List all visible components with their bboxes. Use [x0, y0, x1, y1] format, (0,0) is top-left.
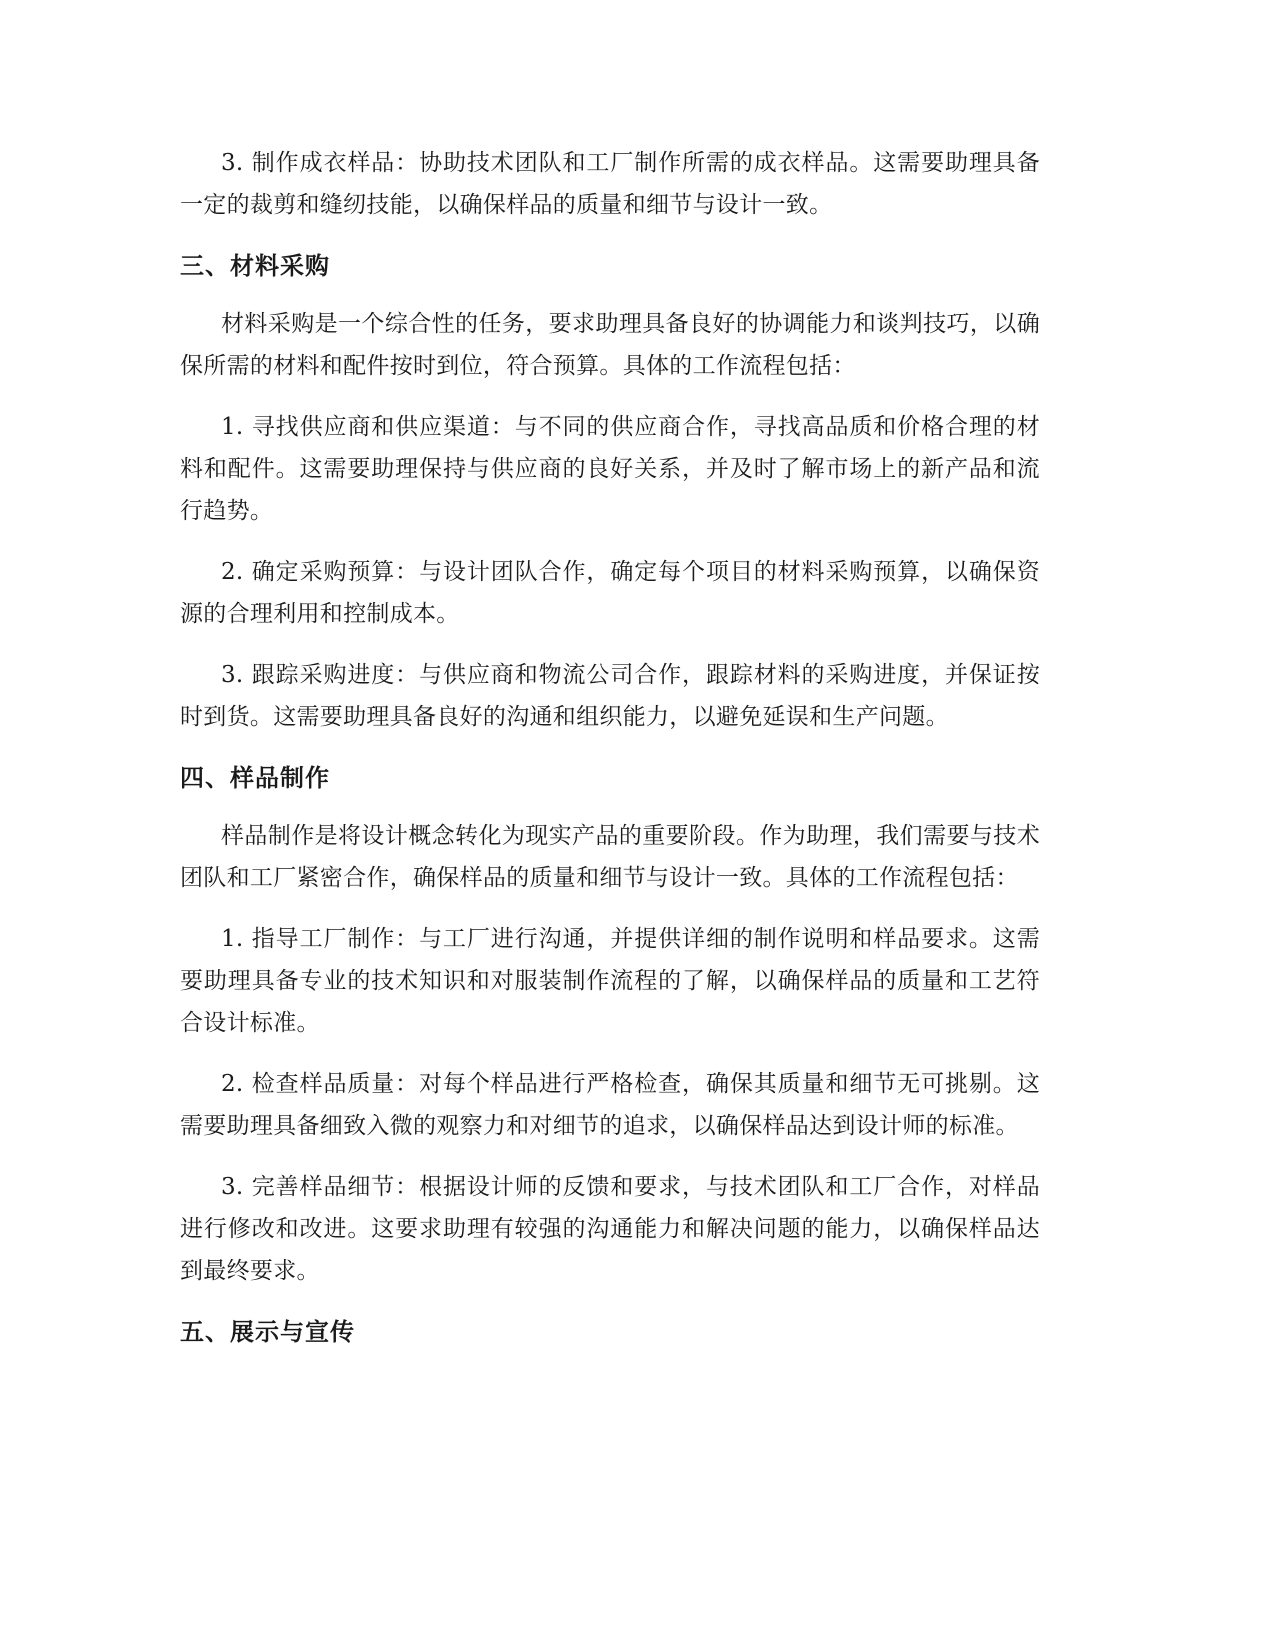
paragraph-procurement-budget: 2. 确定采购预算：与设计团队合作，确定每个项目的材料采购预算，以确保资源的合理利用和控制成本。 [180, 559, 1040, 627]
paragraph-procurement-intro: 材料采购是一个综合性的任务，要求助理具备良好的协调能力和谈判技巧，以确保所需的材料和配件按时到位，符合预算。具体的工作流程包括： [180, 311, 1040, 379]
paragraph-track-progress: 3. 跟踪采购进度：与供应商和物流公司合作，跟踪材料的采购进度，并保证按时到货。这需要助理具备良好的沟通和组织能力，以避免延误和生产问题。 [180, 662, 1040, 730]
paragraph-sample-garment: 3. 制作成衣样品：协助技术团队和工厂制作所需的成衣样品。这需要助理具备一定的裁剪和缝纫技能，以确保样品的质量和细节与设计一致。 [180, 150, 1040, 218]
document-page [180, 142, 1040, 1369]
paragraph-find-suppliers: 1. 寻找供应商和供应渠道：与不同的供应商合作，寻找高品质和价格合理的材料和配件。这需要助理保持与供应商的良好关系，并及时了解市场上的新产品和流行趋势。 [180, 414, 1040, 524]
paragraph-refine-details: 3. 完善样品细节：根据设计师的反馈和要求，与技术团队和工厂合作，对样品进行修改和改进。这要求助理有较强的沟通能力和解决问题的能力，以确保样品达到最终要求。 [180, 1174, 1040, 1284]
section-heading-display-promotion: 五、展示与宣传 [180, 1318, 355, 1346]
paragraph-guide-factory: 1. 指导工厂制作：与工厂进行沟通，并提供详细的制作说明和样品要求。这需要助理具备专业的技术知识和对服装制作流程的了解，以确保样品的质量和工艺符合设计标准。 [180, 926, 1040, 1036]
paragraph-sample-intro: 样品制作是将设计概念转化为现实产品的重要阶段。作为助理，我们需要与技术团队和工厂紧密合作，确保样品的质量和细节与设计一致。具体的工作流程包括： [180, 823, 1040, 891]
section-heading-material-procurement: 三、材料采购 [180, 252, 330, 280]
section-heading-sample-making: 四、样品制作 [180, 764, 330, 792]
paragraph-check-quality: 2. 检查样品质量：对每个样品进行严格检查，确保其质量和细节无可挑剔。这需要助理具备细致入微的观察力和对细节的追求，以确保样品达到设计师的标准。 [180, 1071, 1040, 1139]
